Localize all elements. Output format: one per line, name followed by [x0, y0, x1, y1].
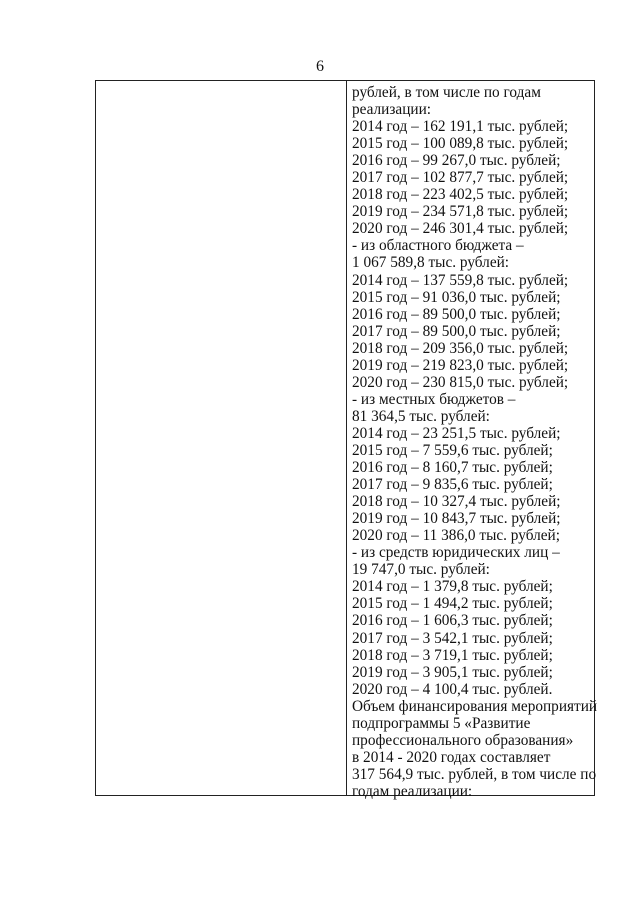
text-line: - из местных бюджетов – — [352, 390, 516, 408]
text-line: 2015 год – 7 559,6 тыс. рублей; — [352, 441, 553, 459]
text-line: 2016 год – 1 606,3 тыс. рублей; — [352, 612, 553, 630]
text-line: 2015 год – 91 036,0 тыс. рублей; — [352, 288, 561, 306]
text-line: 2014 год – 23 251,5 тыс. рублей; — [352, 424, 561, 442]
text-line: 2019 год – 3 905,1 тыс. рублей; — [352, 663, 553, 681]
text-line: рублей, в том числе по годам — [352, 84, 541, 101]
text-line: 2019 год – 10 843,7 тыс. рублей; — [352, 510, 561, 528]
text-line: 2016 год – 89 500,0 тыс. рублей; — [352, 305, 561, 323]
text-line: 2015 год – 1 494,2 тыс. рублей; — [352, 595, 553, 613]
funding-table — [95, 80, 598, 800]
text-line: Объем финансирования мероприятий — [352, 697, 598, 715]
text-line: - из областного бюджета – — [352, 237, 524, 255]
text-line: 2018 год – 223 402,5 тыс. рублей; — [352, 186, 569, 204]
text-line: подпрограммы 5 «Развитие — [352, 714, 531, 732]
text-line: годам реализации: — [352, 782, 473, 800]
text-line: 2019 год – 219 823,0 тыс. рублей; — [352, 356, 569, 374]
text-line: 2015 год – 100 089,8 тыс. рублей; — [352, 135, 569, 153]
text-line: профессионального образования» — [352, 731, 574, 749]
text-line: 2019 год – 234 571,8 тыс. рублей; — [352, 203, 569, 221]
text-line: 2020 год – 11 386,0 тыс. рублей; — [352, 527, 560, 545]
text-line: 2017 год – 9 835,6 тыс. рублей; — [352, 476, 553, 494]
text-line: 81 364,5 тыс. рублей: — [352, 407, 490, 425]
text-line: 2020 год – 4 100,4 тыс. рублей. — [352, 680, 553, 698]
text-line: 2017 год – 3 542,1 тыс. рублей; — [352, 629, 553, 647]
text-line: 2018 год – 209 356,0 тыс. рублей; — [352, 339, 569, 357]
text-line: 2017 год – 102 877,7 тыс. рублей; — [352, 169, 569, 187]
text-line: реализации: — [352, 101, 432, 119]
text-line: 19 747,0 тыс. рублей: — [352, 561, 490, 579]
column-divider — [346, 81, 347, 795]
text-line: - из средств юридических лиц – — [352, 544, 560, 562]
text-line: 2020 год – 230 815,0 тыс. рублей; — [352, 373, 569, 391]
text-line: 2014 год – 137 559,8 тыс. рублей; — [352, 271, 569, 289]
text-line: 2020 год – 246 301,4 тыс. рублей; — [352, 220, 569, 238]
text-line: 2016 год – 99 267,0 тыс. рублей; — [352, 152, 561, 170]
text-line: 1 067 589,8 тыс. рублей: — [352, 254, 510, 272]
page-number: 6 — [316, 58, 324, 75]
text-line: 317 564,9 тыс. рублей, в том числе по — [352, 765, 597, 783]
text-line: 2018 год – 10 327,4 тыс. рублей; — [352, 493, 561, 511]
text-line: в 2014 - 2020 годах составляет — [352, 748, 551, 766]
text-line: 2014 год – 162 191,1 тыс. рублей; — [352, 118, 569, 136]
table-right-cell — [352, 84, 598, 800]
text-line: 2018 год – 3 719,1 тыс. рублей; — [352, 646, 553, 664]
text-line: 2017 год – 89 500,0 тыс. рублей; — [352, 322, 561, 340]
text-line: 2016 год – 8 160,7 тыс. рублей; — [352, 459, 553, 477]
text-line: 2014 год – 1 379,8 тыс. рублей; — [352, 578, 553, 596]
